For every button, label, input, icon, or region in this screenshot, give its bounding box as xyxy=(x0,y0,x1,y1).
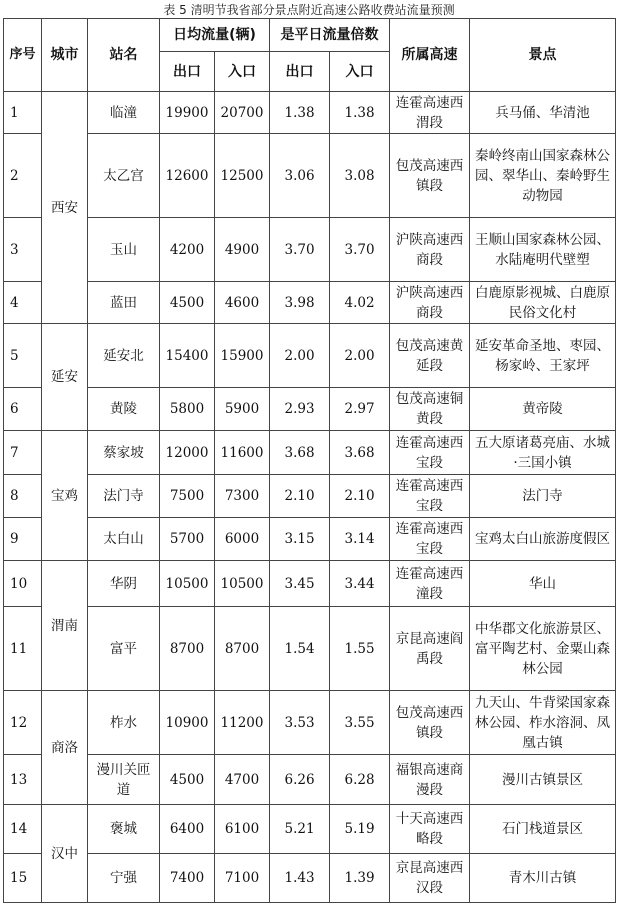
row-highway: 连霍高速西宝段 xyxy=(390,518,470,561)
row-city: 西安 xyxy=(42,92,88,324)
row-mult-out: 2.93 xyxy=(270,388,330,431)
table-title: 表 5 清明节我省部分景点附近高速公路收费站流量预测 xyxy=(163,3,455,17)
table-row xyxy=(4,282,616,324)
row-highway: 沪陕高速西商段 xyxy=(390,282,470,324)
table-row xyxy=(4,755,616,805)
row-flow-out: 4500 xyxy=(160,755,215,805)
row-station: 玉山 xyxy=(88,218,160,282)
row-flow-out: 12600 xyxy=(160,134,215,218)
row-highway: 京昆高速西汉段 xyxy=(390,854,470,903)
table-row xyxy=(4,218,616,282)
row-station: 蔡家坡 xyxy=(88,431,160,475)
row-station: 柞水 xyxy=(88,691,160,755)
header-seq: 序号 xyxy=(4,19,42,92)
table-row xyxy=(4,854,616,903)
row-mult-in: 4.02 xyxy=(330,282,390,324)
header-city: 城市 xyxy=(42,19,88,92)
row-scenic: 五大原诸葛亮庙、水城·三国小镇 xyxy=(470,431,616,475)
row-station: 华阴 xyxy=(88,561,160,607)
row-mult-out: 3.53 xyxy=(270,691,330,755)
row-flow-out: 10900 xyxy=(160,691,215,755)
row-mult-in: 3.68 xyxy=(330,431,390,475)
row-mult-out: 5.21 xyxy=(270,805,330,854)
row-mult-in: 1.55 xyxy=(330,607,390,691)
row-flow-out: 19900 xyxy=(160,92,215,134)
row-scenic: 九天山、牛背梁国家森林公园、柞水溶洞、凤凰古镇 xyxy=(470,691,616,755)
row-seq: 15 xyxy=(4,854,42,903)
table-row xyxy=(4,92,616,134)
table-row xyxy=(4,607,616,691)
row-mult-out: 2.00 xyxy=(270,324,330,388)
row-mult-in: 3.08 xyxy=(330,134,390,218)
row-city: 宝鸡 xyxy=(42,431,88,561)
row-scenic: 兵马俑、华清池 xyxy=(470,92,616,134)
row-flow-in: 15900 xyxy=(215,324,270,388)
header-mult-out: 出口 xyxy=(270,52,330,92)
row-seq: 4 xyxy=(4,282,42,324)
row-city: 商洛 xyxy=(42,691,88,805)
row-station: 太乙宫 xyxy=(88,134,160,218)
row-mult-in: 3.44 xyxy=(330,561,390,607)
row-flow-out: 15400 xyxy=(160,324,215,388)
header-daily-flow: 日均流量(辆) xyxy=(160,19,270,52)
row-seq: 5 xyxy=(4,324,42,388)
row-flow-in: 4600 xyxy=(215,282,270,324)
row-city: 延安 xyxy=(42,324,88,431)
row-flow-out: 4500 xyxy=(160,282,215,324)
row-mult-in: 3.14 xyxy=(330,518,390,561)
row-flow-out: 8700 xyxy=(160,607,215,691)
row-scenic: 中华郡文化旅游景区、富平陶艺村、金粟山森林公园 xyxy=(470,607,616,691)
row-scenic: 法门寺 xyxy=(470,475,616,518)
row-mult-out: 2.10 xyxy=(270,475,330,518)
row-flow-out: 5800 xyxy=(160,388,215,431)
row-flow-in: 12500 xyxy=(215,134,270,218)
row-seq: 8 xyxy=(4,475,42,518)
table-row xyxy=(4,805,616,854)
row-mult-in: 2.10 xyxy=(330,475,390,518)
row-highway: 京昆高速阎禹段 xyxy=(390,607,470,691)
row-scenic: 华山 xyxy=(470,561,616,607)
row-seq: 12 xyxy=(4,691,42,755)
header-multiple: 是平日流量倍数 xyxy=(270,19,390,52)
row-seq: 6 xyxy=(4,388,42,431)
row-highway: 连霍高速西宝段 xyxy=(390,475,470,518)
table-row xyxy=(4,518,616,561)
row-mult-out: 3.98 xyxy=(270,282,330,324)
row-seq: 9 xyxy=(4,518,42,561)
row-seq: 10 xyxy=(4,561,42,607)
table-row xyxy=(4,134,616,218)
header-flow-out: 出口 xyxy=(160,52,215,92)
row-highway: 连霍高速西宝段 xyxy=(390,431,470,475)
row-flow-in: 5900 xyxy=(215,388,270,431)
table-row xyxy=(4,431,616,475)
row-flow-in: 7300 xyxy=(215,475,270,518)
row-mult-out: 1.43 xyxy=(270,854,330,903)
row-flow-out: 5700 xyxy=(160,518,215,561)
row-highway: 沪陕高速西商段 xyxy=(390,218,470,282)
row-mult-in: 3.55 xyxy=(330,691,390,755)
table-row xyxy=(4,475,616,518)
header-scenic: 景点 xyxy=(470,19,616,92)
row-scenic: 石门栈道景区 xyxy=(470,805,616,854)
row-flow-out: 7500 xyxy=(160,475,215,518)
row-station: 宁强 xyxy=(88,854,160,903)
row-mult-in: 6.28 xyxy=(330,755,390,805)
row-mult-out: 3.70 xyxy=(270,218,330,282)
row-highway: 包茂高速黄延段 xyxy=(390,324,470,388)
row-mult-in: 2.97 xyxy=(330,388,390,431)
header-flow-in: 入口 xyxy=(215,52,270,92)
row-highway: 福银高速商漫段 xyxy=(390,755,470,805)
row-scenic: 青木川古镇 xyxy=(470,854,616,903)
row-station: 临潼 xyxy=(88,92,160,134)
row-scenic: 秦岭终南山国家森林公园、翠华山、秦岭野生动物园 xyxy=(470,134,616,218)
row-mult-out: 6.26 xyxy=(270,755,330,805)
row-seq: 7 xyxy=(4,431,42,475)
row-highway: 十天高速西略段 xyxy=(390,805,470,854)
row-flow-in: 11200 xyxy=(215,691,270,755)
row-seq: 14 xyxy=(4,805,42,854)
row-mult-out: 1.38 xyxy=(270,92,330,134)
row-flow-in: 8700 xyxy=(215,607,270,691)
row-station: 蓝田 xyxy=(88,282,160,324)
row-flow-in: 4900 xyxy=(215,218,270,282)
table-row xyxy=(4,388,616,431)
row-flow-in: 20700 xyxy=(215,92,270,134)
row-station: 漫川关匝道 xyxy=(88,755,160,805)
row-highway: 包茂高速西镇段 xyxy=(390,134,470,218)
row-mult-in: 1.39 xyxy=(330,854,390,903)
row-mult-out: 3.45 xyxy=(270,561,330,607)
row-scenic: 漫川古镇景区 xyxy=(470,755,616,805)
row-flow-out: 12000 xyxy=(160,431,215,475)
row-station: 太白山 xyxy=(88,518,160,561)
row-flow-out: 10500 xyxy=(160,561,215,607)
row-flow-in: 6100 xyxy=(215,805,270,854)
header-mult-in: 入口 xyxy=(330,52,390,92)
row-flow-in: 11600 xyxy=(215,431,270,475)
row-station: 黄陵 xyxy=(88,388,160,431)
row-scenic: 延安革命圣地、枣园、杨家岭、王家坪 xyxy=(470,324,616,388)
table-row xyxy=(4,324,616,388)
row-station: 富平 xyxy=(88,607,160,691)
row-station: 延安北 xyxy=(88,324,160,388)
row-scenic: 白鹿原影视城、白鹿原民俗文化村 xyxy=(470,282,616,324)
row-seq: 11 xyxy=(4,607,42,691)
row-station: 褒城 xyxy=(88,805,160,854)
row-highway: 包茂高速西镇段 xyxy=(390,691,470,755)
row-mult-out: 3.06 xyxy=(270,134,330,218)
row-flow-out: 7400 xyxy=(160,854,215,903)
row-seq: 3 xyxy=(4,218,42,282)
header-station: 站名 xyxy=(88,19,160,92)
row-city: 汉中 xyxy=(42,805,88,903)
table-row xyxy=(4,691,616,755)
row-flow-in: 10500 xyxy=(215,561,270,607)
row-flow-out: 4200 xyxy=(160,218,215,282)
row-flow-in: 7100 xyxy=(215,854,270,903)
row-seq: 13 xyxy=(4,755,42,805)
row-seq: 1 xyxy=(4,92,42,134)
row-city: 渭南 xyxy=(42,561,88,691)
traffic-forecast-table xyxy=(3,18,616,903)
table-row xyxy=(4,561,616,607)
row-scenic: 黄帝陵 xyxy=(470,388,616,431)
row-highway: 连霍高速西潼段 xyxy=(390,561,470,607)
row-mult-in: 3.70 xyxy=(330,218,390,282)
row-mult-out: 3.15 xyxy=(270,518,330,561)
row-highway: 连霍高速西渭段 xyxy=(390,92,470,134)
row-scenic: 宝鸡太白山旅游度假区 xyxy=(470,518,616,561)
row-flow-out: 6400 xyxy=(160,805,215,854)
row-mult-in: 5.19 xyxy=(330,805,390,854)
row-seq: 2 xyxy=(4,134,42,218)
row-mult-out: 3.68 xyxy=(270,431,330,475)
row-mult-in: 2.00 xyxy=(330,324,390,388)
row-flow-in: 4700 xyxy=(215,755,270,805)
row-highway: 包茂高速铜黄段 xyxy=(390,388,470,431)
row-flow-in: 6000 xyxy=(215,518,270,561)
row-mult-in: 1.38 xyxy=(330,92,390,134)
row-scenic: 王顺山国家森林公园、水陆庵明代壁塑 xyxy=(470,218,616,282)
row-mult-out: 1.54 xyxy=(270,607,330,691)
row-station: 法门寺 xyxy=(88,475,160,518)
header-highway: 所属高速 xyxy=(390,19,470,92)
